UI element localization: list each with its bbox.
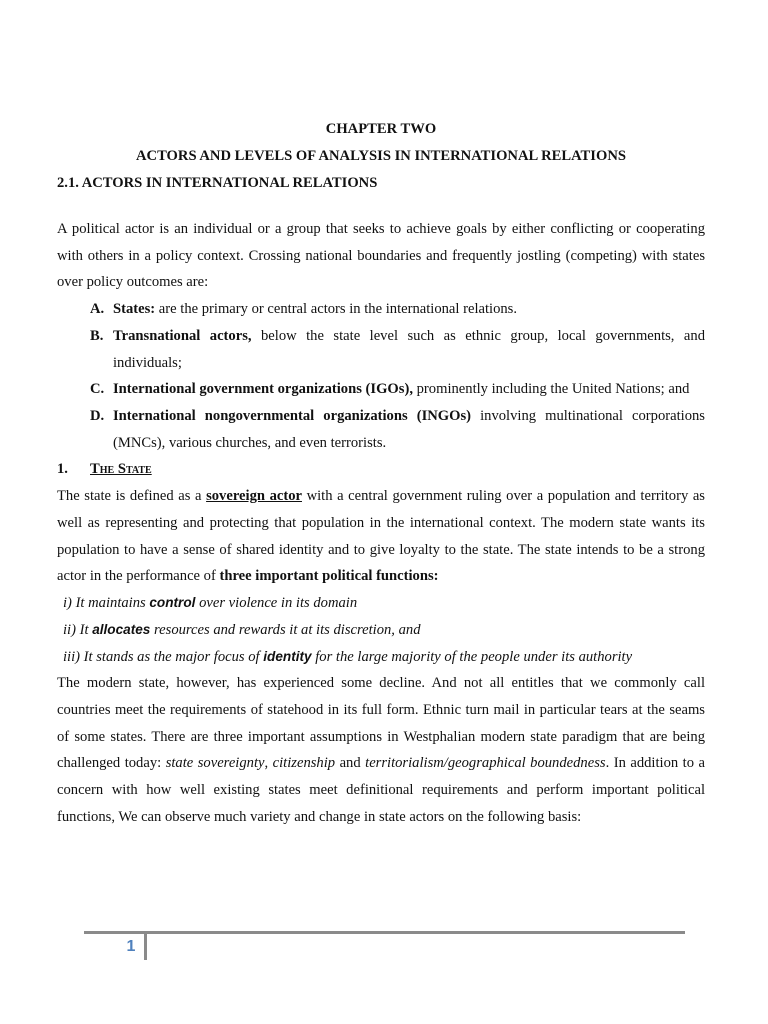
text-run: i) It maintains [63,595,150,612]
functions-lead: three important political functions: [219,568,439,585]
italic-term: citizenship [272,755,336,772]
text-run: , [264,755,273,772]
text-run: . In addition to a concern with how well existing states meet definitional requirements and perform important political functions, We can observe much variety and change in state actors on the following basis: [57,755,706,825]
list-term: States: [113,301,156,318]
text-run: resources and rewards it at its discretion, and [150,621,421,638]
list-item [57,323,705,376]
intro-paragraph: A political actor is an individual or a group that seeks to achieve goals by either conflicting or cooperating with others in a policy context. Crossing national boundaries and frequently jostling (competing) with states over policy outcomes are: [57,221,705,291]
function-item [57,590,705,617]
chapter-label: CHAPTER TWO [325,121,437,137]
list-term: International government organizations (IGOs), [113,381,413,398]
state-definition-paragraph [57,483,705,590]
list-item [57,296,705,323]
decline-paragraph [57,670,705,830]
list-term: International nongovernmental organizations (INGOs) [113,407,472,424]
list-marker: A. [90,301,105,318]
text-run: The modern state, however, has experienced some decline. And not all entitles that we commonly call countries meet the requirements of statehood in its full form. Ethnic turn mail in particular tears at the seams of some states. There are three important assumptions in Westphalian modern state paradigm that are being challenged today: [57,675,705,772]
list-marker: B. [90,327,104,344]
italic-term: territorialism/geographical boundedness [365,755,606,772]
text-run: ii) It [63,621,93,638]
list-term: Transnational actors, [113,327,252,344]
list-text: involving multinational corporations (MNCs), various churches, and even terrorists. [113,407,705,451]
text-run: The state is defined as a [57,488,207,505]
section-heading: 2.1. ACTORS IN INTERNATIONAL RELATIONS [57,175,378,191]
function-keyword: allocates [92,621,151,637]
list-marker: D. [90,407,105,424]
state-section-heading [57,456,705,483]
footer-rule [84,931,685,934]
list-text: are the primary or central actors in the international relations. [155,301,518,318]
list-item [57,403,705,456]
italic-term: state sovereignty [165,755,265,772]
page-number-divider [144,934,147,960]
function-item [57,644,705,671]
text-run: over violence in its domain [195,595,358,612]
list-marker: C. [90,381,105,398]
list-text: below the state level such as ethnic group, local governments, and individuals; [113,327,705,371]
page-number: 1 [126,938,136,955]
document-page [57,116,705,830]
text-run: and [335,755,366,772]
list-item [57,376,705,403]
sovereign-actor-term: sovereign actor [206,488,302,505]
text-run: for the large majority of the people under its authority [311,648,633,665]
function-item [57,617,705,644]
section-title: The State [90,461,152,478]
function-keyword: control [149,595,196,611]
section-number: 1. [57,461,68,478]
function-keyword: identity [263,648,312,664]
chapter-title: ACTORS AND LEVELS OF ANALYSIS IN INTERNATIONAL RELATIONS [136,148,626,164]
text-run: with a central government ruling over a population and territory as well as representing and protecting that population in the international context. The modern state wants its population to have a sense of shared identity and to give loyalty to the state. The state intends to be a strong actor in the performance of [57,488,705,585]
actors-list [57,296,705,456]
text-run: iii) It stands as the major focus of [63,648,264,665]
list-text: prominently including the United Nations; and [412,381,690,398]
